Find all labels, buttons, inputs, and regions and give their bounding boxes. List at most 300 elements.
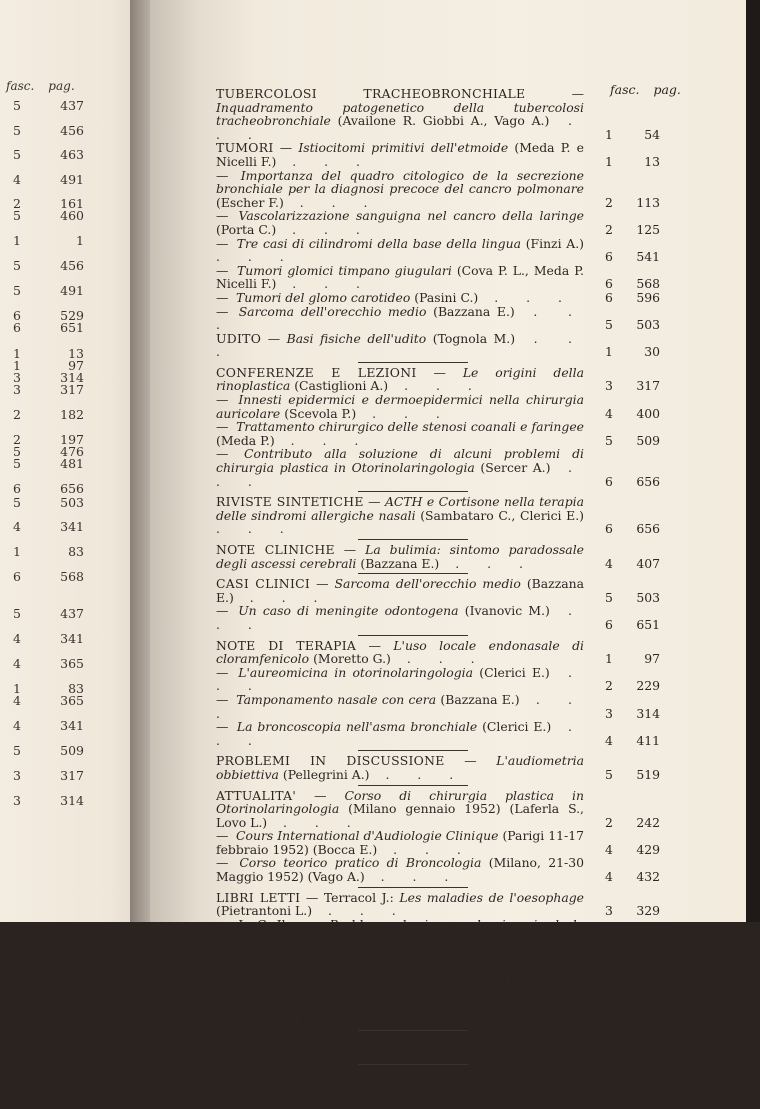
entry-title: Symposium di foniatria [235, 1093, 383, 1109]
index-entry [216, 543, 676, 570]
entry-title: Tamponamento nasale con cera [236, 691, 437, 707]
fasc-value: 5 [13, 444, 21, 459]
entry-title: Vascolarizzazione sanguigna nel cancro della laringe [238, 208, 584, 224]
entry-authors: (Red.) [361, 1046, 400, 1062]
leader-dots: . . . [216, 249, 296, 265]
fasc-value: 5 [605, 317, 613, 333]
page-value: 182 [60, 407, 84, 422]
entry-title: L'uso locale endonasale di cloramfenicolo [216, 637, 584, 667]
fasc-value: 4 [13, 519, 21, 534]
fasc-value: 1 [13, 358, 21, 373]
page-value: 541 [636, 249, 660, 265]
section-heading: CASI CLINICI [216, 576, 311, 592]
fasc-value: 6 [13, 569, 21, 584]
fasc-value: 5 [605, 432, 613, 448]
index-entry [216, 891, 676, 918]
fasc-value: 4 [605, 984, 613, 1000]
page-value: 503 [636, 589, 660, 605]
page-value: 13 [644, 153, 660, 169]
entry-text: RIVISTE SINTETICHE — ACTH e Cortisone nella terapia delle sindromi allergiche nasali (Sambataro C., Clerici E.) . . . [216, 494, 584, 537]
page-value: 113 [636, 194, 660, 210]
leader-dots: . . . [216, 971, 584, 1000]
page-value: 161 [60, 196, 84, 211]
page-value: 407 [636, 555, 660, 571]
entry-text [216, 237, 584, 264]
page-value: 529 [60, 308, 84, 323]
entry-title: La broncoscopia nell'asma bronchiale [236, 719, 478, 735]
leader-dots: . . . [388, 378, 484, 394]
page-value: 317 [636, 378, 660, 394]
entry-title: Trattamento chirurgico delle stenosi coanali e faringee [236, 419, 584, 435]
left-page-row [0, 631, 110, 646]
fasc-value: 6 [605, 289, 613, 305]
entry-text [216, 447, 584, 488]
leader-dots: . . . [216, 330, 584, 360]
em-dash: — [216, 828, 229, 844]
entry-title: Tumori del glomo carotideo [235, 289, 411, 305]
fasc-value: 4 [605, 732, 613, 748]
entry-text [216, 1095, 584, 1109]
fasc-value: 5 [13, 258, 21, 273]
index-entry [216, 856, 676, 883]
page-value: 419 [636, 984, 660, 1000]
entry-authors: (Meda P. e Nicelli F.) [216, 140, 584, 169]
entry-authors: (Cova P. L., Meda P. Nicelli F.) [216, 262, 584, 292]
page-value: 463 [60, 147, 84, 162]
fasc-value: 6 [13, 481, 21, 496]
index-content [216, 82, 681, 1109]
fasc-value: 1 [13, 544, 21, 559]
page-value: 417 [636, 930, 660, 946]
entry-authors: (Pellegrini A.) [282, 766, 370, 782]
page-value: 341 [60, 718, 84, 733]
fasc-value: 1 [605, 126, 613, 142]
fasc-value: 5 [13, 123, 21, 138]
fasc-value: 3 [13, 768, 21, 783]
entry-title: Prof. K. Amersbach [235, 1046, 358, 1062]
entry-text: PROBLEMI IN DISCUSSIONE — L'audiometria obbiettiva (Pellegrini A.) . . . [216, 753, 584, 782]
em-dash: — [216, 603, 229, 619]
fasc-value: 2 [13, 432, 21, 447]
fasc-value: 6 [605, 276, 613, 292]
fasc-value: 2 [13, 407, 21, 422]
entry-title: Contributo alla soluzione di alcuni problemi di chirurgia plastica in Otorinolaringologia [216, 446, 584, 476]
page-value: 101 [636, 1080, 660, 1096]
left-page-row [0, 172, 110, 187]
index-entry [216, 87, 676, 141]
em-dash: — [216, 262, 229, 278]
em-dash: — [216, 208, 229, 224]
fasc-value: 4 [605, 555, 613, 571]
entry-authors: (Agazzi C.) [386, 1093, 454, 1109]
entry-text [216, 209, 584, 236]
entry-authors: (Clerici E.) [482, 719, 552, 735]
leader-dots: . . . [274, 432, 371, 448]
fasc-value: 2 [605, 814, 613, 830]
entry-authors: (Pellegrini A.) [462, 971, 551, 987]
em-dash: — [216, 289, 229, 305]
em-dash: — [216, 446, 229, 462]
fasc-value: 3 [605, 378, 613, 394]
leader-dots: . . . [216, 521, 296, 537]
entry-authors: (Parigi 11-17 febbraio 1952) (Bocca E.) [216, 828, 584, 857]
fasc-label: fasc. [6, 79, 35, 93]
entry-text: NECROLOGI — Prof. Karl Kofler (Denk A.) . . . [216, 1032, 582, 1048]
entry-title: L'audiometria obbiettiva [216, 753, 584, 782]
entry-text [216, 693, 584, 720]
leader-dots: . . . [216, 691, 584, 721]
entry-text [216, 393, 584, 420]
fasc-value: 4 [13, 693, 21, 708]
entry-text [216, 1047, 584, 1061]
section-heading: PROBLEMI IN DISCUSSIONE [216, 753, 445, 769]
entry-title: New outlook on mental diseases [359, 944, 584, 960]
fasc-value: 5 [13, 98, 21, 113]
section-heading: TUMORI [216, 140, 274, 156]
entry-title: Cours International d'Audiologie Clinique [236, 828, 499, 844]
fasc-value: 5 [13, 495, 21, 510]
fasc-value: 4 [605, 405, 613, 421]
entry-title: Prof. Karl Kofler [321, 1032, 424, 1048]
index-entry [216, 291, 676, 305]
entry-title: Innesti epidermici e dermoepidermici nella chirurgia auricolare [216, 392, 584, 421]
fasc-value: 1 [13, 233, 21, 248]
page-value: 83 [68, 681, 84, 696]
page-value: 101 [636, 1093, 660, 1109]
book-author: J. Terracol, A. Corone, J. Guerrier: [244, 998, 499, 1014]
entry-authors: (Milano gennaio 1952) (Laferla S., Lovo L.) [216, 801, 584, 830]
leader-dots: . . . [267, 814, 363, 830]
left-page-row [0, 718, 110, 733]
entry-text [216, 305, 584, 332]
entry-title: Tumori glomici timpano giugulari [237, 262, 452, 278]
fasc-value: 4 [13, 718, 21, 733]
index-entry [216, 693, 676, 720]
entry-text: TUBERCOLOSI TRACHEOBRONCHIALE — Inquadramento patogenetico della tubercolosi tracheobronchiale (Availone R. Giobbi A., Vago A.) . . . [216, 86, 584, 142]
entry-authors: (Milano, 21-30 Maggio 1952) (Vago A.) [216, 855, 584, 885]
book-author: J. E. Fournier: [237, 971, 329, 987]
left-page-row [0, 656, 110, 671]
page-value: 491 [60, 283, 84, 298]
page-value: 432 [636, 869, 660, 885]
entry-text [216, 666, 584, 693]
fasc-value: 1 [13, 681, 21, 696]
fasc-value: 5 [13, 606, 21, 621]
leader-dots: . . . [216, 603, 584, 632]
fasc-value: 6 [13, 308, 21, 323]
left-page-row [0, 519, 110, 534]
entry-authors: (Tognola M.) [432, 330, 516, 346]
index-entry [216, 1068, 676, 1095]
section-divider [358, 362, 468, 363]
left-page-row [0, 606, 110, 621]
fasc-value: 2 [605, 678, 613, 694]
page-value: 476 [60, 444, 84, 459]
fasc-value: 6 [605, 616, 613, 632]
left-page-row [0, 743, 110, 758]
entry-authors: (Clerici E.) [479, 664, 550, 680]
fasc-value: 4 [13, 631, 21, 646]
entry-title: Corso di chirurgia plastica in Otorinolaringologia [216, 787, 584, 817]
section-divider [358, 491, 468, 492]
page-value: 568 [636, 276, 660, 292]
entry-authors: (Pietrantoni L.) [351, 930, 448, 946]
entry-authors: (Bazzana E.) [216, 576, 584, 605]
page-value: 411 [636, 732, 660, 748]
em-dash: — [216, 719, 229, 735]
page-value: 418 [636, 957, 660, 973]
em-dash: — [216, 944, 229, 960]
fasc-value: 6 [13, 320, 21, 335]
leader-dots: . . . [216, 719, 584, 748]
fasc-value: 5 [13, 456, 21, 471]
index-entry [216, 447, 676, 488]
entry-text [216, 972, 584, 999]
entry-title: Corso teorico pratico di Broncologia [239, 855, 482, 871]
em-dash: — [216, 971, 229, 987]
section-heading: NOTE CLINICHE [216, 542, 335, 557]
page-value: 30 [644, 344, 660, 360]
entry-title: Sarcoma dell'orecchio medio [238, 303, 427, 319]
page-value: 314 [60, 793, 84, 808]
fasc-value: 3 [13, 382, 21, 397]
page-value: 436 [636, 1046, 660, 1062]
book-author: F. A. Pickworth: [241, 944, 351, 960]
section-divider [358, 750, 468, 751]
leader-dots: . . . [453, 1093, 550, 1109]
index-entry [216, 169, 676, 210]
index-entry [216, 393, 676, 420]
em-dash: — [216, 1046, 229, 1062]
entry-authors: (Denk A.) [427, 1032, 487, 1048]
index-entry [216, 639, 676, 666]
index-entry [216, 972, 676, 999]
fasc-value: 4 [605, 1046, 613, 1062]
entry-title: L'aureomicina in otorinolaringologia [238, 664, 473, 680]
section-heading: CONGRESSI [216, 1066, 300, 1082]
index-entry [216, 1095, 676, 1109]
index-entry [216, 577, 676, 604]
entry-text: ATTUALITA' — Corso di chirurgia plastica in Otorinolaringologia (Milano gennaio 1952) (Laferla S., Lovo L.) . . . [216, 787, 584, 830]
entry-title: La trompe d'Eustache [216, 998, 584, 1027]
page-value: 365 [60, 656, 84, 671]
page-value: 125 [636, 221, 660, 237]
fasc-value: 5 [605, 589, 613, 605]
page-value: 656 [636, 521, 660, 537]
page-value: 83 [68, 544, 84, 559]
leader-dots: . . . [283, 194, 380, 210]
page-value: 317 [60, 768, 84, 783]
page-value: 421 [636, 1012, 660, 1027]
entry-authors: (Majer E. H.) [216, 1080, 299, 1096]
entry-authors: (Castiglioni A.) [294, 378, 389, 394]
fasc-value: 5 [13, 743, 21, 758]
leader-dots: . . . [312, 903, 408, 919]
page-value: 460 [60, 208, 84, 223]
page-value: 503 [636, 317, 660, 333]
entry-text [216, 604, 584, 631]
entry-text [216, 291, 584, 305]
entry-authors: (Ivanovic M.) [464, 603, 550, 619]
leader-dots: . . . [356, 405, 452, 421]
index-entry [216, 264, 676, 291]
section-heading: UDITO [216, 330, 262, 346]
section-heading: RIVISTE SINTETICHE [216, 494, 364, 510]
index-entry [216, 305, 676, 332]
entry-text [216, 169, 584, 210]
section-divider [358, 1030, 468, 1031]
fasc-value: 1 [605, 344, 613, 360]
entry-text [216, 856, 584, 883]
left-page-row [0, 382, 110, 397]
fasc-label: fasc. [610, 82, 640, 97]
leader-dots: . . . [439, 555, 535, 571]
entry-authors: (Escher F.) [216, 194, 284, 210]
page-value: 509 [60, 743, 84, 758]
index-entry [216, 720, 676, 747]
page-value: 509 [636, 432, 660, 448]
entry-title: Istiocitomi primitivi dell'etmoide [298, 140, 509, 156]
index-entry [216, 495, 676, 536]
page-value: 314 [636, 705, 660, 721]
page-value: 519 [636, 766, 660, 782]
page-value: 340 [636, 1032, 660, 1048]
section-heading: NOTE DI TERAPIA [216, 637, 357, 653]
fasc-value: 5 [13, 147, 21, 162]
page-value: 97 [644, 651, 660, 667]
entry-text: CASI CLINICI — Sarcoma dell'orecchio medio (Bazzana E.) . . . [216, 576, 584, 605]
page-value: 491 [60, 172, 84, 187]
book-author: Terracol J.: [323, 889, 394, 905]
entry-text: TUMORI — Istiocitomi primitivi dell'etmoide (Meda P. e Nicelli F.) . . . [216, 140, 584, 169]
em-dash: — [216, 855, 229, 871]
page-value: 400 [636, 405, 660, 421]
page-value: 656 [60, 481, 84, 496]
entry-text [216, 420, 584, 447]
left-page-row [0, 456, 110, 471]
entry-text [216, 999, 584, 1026]
fasc-value: 1 [605, 1080, 613, 1096]
fasc-value: 3 [13, 793, 21, 808]
entry-title: La bulimia: sintomo paradossale degli ascessi cerebrali [216, 542, 584, 571]
entry-title: Tre casi di cilindromi della base della lingua [236, 235, 521, 251]
em-dash: — [216, 998, 229, 1014]
fasc-value: 1 [605, 153, 613, 169]
em-dash: — [216, 167, 229, 183]
page-value: 242 [636, 814, 660, 830]
entry-authors: (Monti P. C.) [216, 957, 294, 973]
page-value: 341 [60, 519, 84, 534]
leader-dots: . . . [216, 303, 584, 333]
entry-text: CONGRESSI — Congr. Austriaco d'otorinolaringologia (Majer E. H.) . . . [216, 1066, 584, 1096]
page-value: 651 [60, 320, 84, 335]
left-page-row [0, 495, 110, 510]
entry-text [216, 264, 584, 291]
section-heading: TUBERCOLOSI TRACHEOBRONCHIALE [216, 86, 526, 101]
fasc-value: 4 [13, 172, 21, 187]
index-sections [216, 82, 676, 1109]
page-value: 97 [68, 358, 84, 373]
page-value: 317 [60, 382, 84, 397]
index-entry [216, 604, 676, 631]
entry-authors: (Scevola P.) [284, 405, 357, 421]
leader-dots: . . . [385, 1012, 481, 1027]
entry-title: Les maladies de l'oesophage [399, 889, 584, 905]
pag-label: pag. [48, 79, 75, 93]
leader-dots: . . . [486, 1032, 582, 1048]
index-entry [216, 945, 676, 972]
page-value: 54 [644, 126, 660, 142]
leader-dots: . . . [298, 1080, 395, 1096]
entry-authors: (Pietrantoni L.) [289, 1012, 386, 1027]
page-value: 596 [636, 289, 660, 305]
entry-authors: (Porta C.) [216, 221, 277, 237]
left-page-row [0, 544, 110, 559]
section-heading: CONFERENZE E LEZIONI [216, 364, 417, 380]
fasc-value: 1 [13, 346, 21, 361]
page-value: 456 [60, 123, 84, 138]
index-entry [216, 666, 676, 693]
left-page-row [0, 407, 110, 422]
fasc-value: 3 [605, 1032, 613, 1048]
entry-authors: (Bazzana E.) [360, 555, 440, 571]
entry-text: CONFERENZE E LEZIONI — Le origini della rinoplastica (Castiglioni A.) . . . [216, 364, 584, 394]
entry-authors: (Finzi A.) [525, 235, 584, 251]
left-page-column-header [6, 79, 75, 93]
left-page-row [0, 98, 110, 113]
entry-authors: (Pasini C.) [414, 289, 479, 305]
entry-text [216, 720, 584, 747]
page-value: 656 [636, 473, 660, 489]
index-entry [216, 366, 676, 393]
fasc-value: 5 [605, 766, 613, 782]
fasc-value: 3 [605, 903, 613, 919]
leader-dots: . . . [447, 930, 543, 946]
page-value: 314 [60, 370, 84, 385]
entry-authors: (Moretto G.) [313, 651, 391, 667]
left-page-row [0, 283, 110, 298]
leader-dots: . . . [478, 289, 574, 305]
index-entry [216, 237, 676, 264]
page-value: 503 [60, 495, 84, 510]
entry-title: Problemas basicos en la cirurgia de la sordera otoesclerosa [216, 916, 584, 946]
left-page-row [0, 693, 110, 708]
section-divider [358, 887, 468, 888]
page-edge-shadow [746, 0, 760, 922]
fasc-value: 6 [605, 521, 613, 537]
book-author: L. G. Ibanez: [238, 916, 324, 932]
entry-authors: (Sercer A.) [480, 460, 551, 476]
page-value: 1 [76, 233, 84, 248]
section-heading: ATTUALITA' [216, 787, 297, 803]
entry-title: ACTH e Cortisone nella terapia delle sindromi allergiche nasali [216, 494, 584, 523]
section-divider [358, 635, 468, 636]
left-page-row [0, 147, 110, 162]
em-dash: — [216, 303, 229, 319]
page-value: 651 [636, 616, 660, 632]
fasc-value: 3 [605, 705, 613, 721]
entry-text: UDITO — Basi fisiche dell'udito (Tognola M.) . . . [216, 330, 584, 360]
fasc-value: 4 [605, 869, 613, 885]
em-dash: — [216, 691, 229, 707]
fasc-value: 4 [605, 841, 613, 857]
index-entry [216, 209, 676, 236]
leader-dots: . . . [293, 957, 389, 973]
entry-title: Importanza del quadro citologico de la secrezione bronchiale per la diagnosi precoce del cancro polmonare [216, 167, 584, 197]
section-divider [358, 785, 468, 786]
fasc-value: 2 [605, 194, 613, 210]
entry-title: Un caso di meningite odontogena [238, 603, 459, 619]
